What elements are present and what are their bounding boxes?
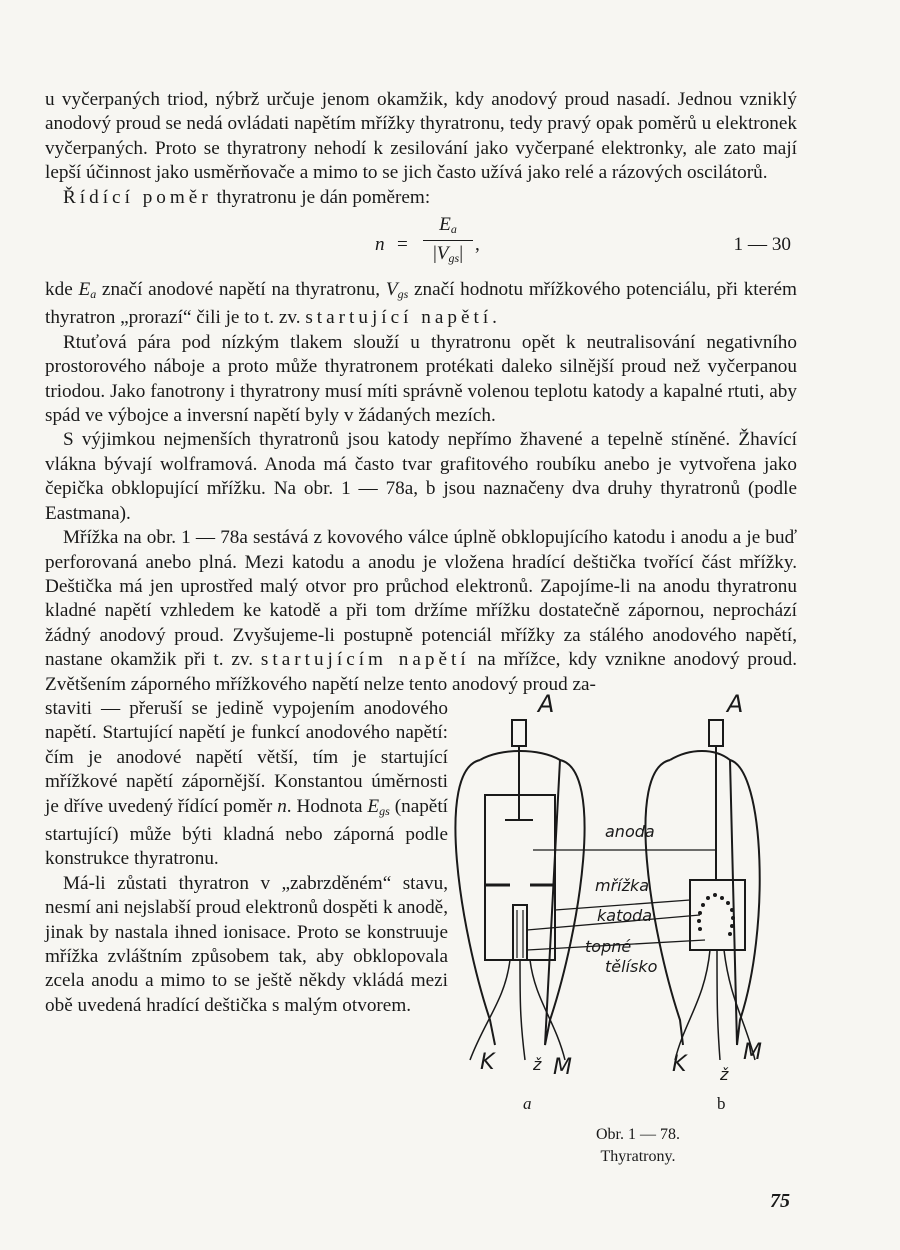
formula-denominator: $|V_{gs}|$ [432, 243, 464, 266]
label-katoda: katoda [597, 906, 653, 925]
p6-part-c: staviti — přeruší se jedině vypojením anodového napětí. Startující napětí je funkcí anodového napětí: čím je anodové napětí větší, tím je startující mřížkové napětí zápornější. Konstantou úměrnosti je dříve uvedený řídící poměr [45, 697, 448, 817]
p6-part-d: . Hodnota [286, 795, 368, 817]
p3-part-a: kde [45, 279, 79, 301]
label-K-left: K [480, 1050, 495, 1075]
paragraph-4: Rtuťová pára pod nízkým tlakem slouží u thyratronu opět k neutralisování negativního prostorového náboje a proto může thyratronem protékati daleko silnější proud než vyčerpanou triodou. Jako fanotrony i thyratrony musí míti správně volenou teplotu katody a kapalné rtuti, aby spád ve výbojce a inversní napětí byly v žádaných mezích. [45, 331, 797, 427]
numerator-symbol: E [439, 214, 451, 236]
tube-b-dotted-cathode [697, 893, 735, 936]
p3-part-d: . [492, 307, 497, 329]
figure-caption [528, 1124, 748, 1168]
label-M-right: M [743, 1040, 762, 1065]
thyratron-figure [425, 690, 770, 1085]
tube-a-anode-cap [512, 720, 526, 746]
formula-lhs: n [375, 234, 385, 256]
denominator-symbol: V [436, 243, 449, 265]
label-M-left: M [553, 1055, 572, 1080]
p6-part-e: (napětí startující) může býti kladná nebo záporná podle konstrukce thyratronu. [45, 795, 448, 870]
numerator-subscript: a [450, 222, 457, 237]
paragraph-2 [45, 186, 797, 210]
p6-part-a: Mřížka na obr. 1 — 78a sestává z kovového válce úplně obklopujícího katodu i anodu a je buď perforovaná anebo plná. Mezi katodu a anodu je vložena hradící deštička tvořící část mřížky. Deštička má jen uprostřed malý otvor pro průchod elektronů. Zapojíme-li na anodu thyratronu kladné napětí vzhledem ke katodě a při tom držíme mřížku dostatečně zápornou, neprochází žádný anodový proud. Zvyšujeme-li postupně potenciál mřížky za stálého anodového napětí, nastane okamžik při t. zv. [45, 527, 797, 671]
p3-part-c: značí hodnotu mřížkového potenciálu, při kterém thyratron „prorazí“ čili je to t. zv. [45, 279, 797, 329]
paragraph-2-text: thyratronu je dán poměrem: [211, 186, 431, 208]
denominator-subscript: gs [448, 251, 460, 266]
label-A-left: A [538, 690, 555, 718]
formula-1-30 [45, 214, 797, 276]
formula-equals: = [397, 234, 408, 256]
label-topne: topné [585, 937, 632, 956]
label-Z-left: ž [533, 1055, 542, 1074]
label-K-right: K [672, 1052, 687, 1077]
caption-line-2: Thyratrony. [600, 1148, 676, 1165]
p6-part-b: na mřížce, kdy vznikne anodový proud. Zvětšením záporného mřížkového napětí nelze tento anodový proud za- [45, 649, 797, 695]
formula-numerator [423, 214, 473, 238]
paragraph-1: u vyčerpaných triod, nýbrž určuje jenom okamžik, kdy anodový proud nasadí. Jednou vzniklý anodový proud se nedá ovládati napětím mřížky thyratronu, tedy pravý opak poměrů u elektronek vyčerpaných. Proto se thyratrony nehodí k zesilování jako vyčerpané elektronky, ale zato mají lepší účinnost jako usměrňovače a mimo to se jich často užívá jako relé a rázových oscilátorů. [45, 89, 797, 184]
paragraph-6-continued [45, 697, 448, 872]
formula-fraction [423, 214, 473, 266]
caption-line-1: Obr. 1 — 78. [596, 1126, 680, 1143]
symbol-E-sub: a [90, 287, 97, 302]
label-Z-right: ž [720, 1065, 729, 1084]
symbol-E: E [78, 279, 91, 301]
tube-b-anode-cap [709, 720, 723, 746]
fraction-bar [423, 240, 473, 241]
paragraph-3 [45, 278, 797, 331]
p3-part-b: značí anodové napětí na thyratronu, [96, 279, 386, 301]
paragraph-7: Má-li zůstati thyratron v „zabrzděném“ stavu, nesmí ani nejslabší proud elektronů dospěti k anodě, jinak by nastala ihned ionisace. Proto se konstruuje mřížka zvláštním způsobem tak, aby obklopovala zcela anodu a mimo to se ještě někdy vkládá mezi obě uvedená hradící deštička s malým otvorem. [45, 872, 448, 1016]
figure-sublabel-a: a [523, 1094, 532, 1113]
label-anoda: anoda [605, 822, 655, 841]
tube-a-cathode [513, 905, 527, 960]
figure-sublabel-b: b [717, 1094, 726, 1113]
page-number: 75 [770, 1190, 790, 1212]
spaced-term-ridici-pomer: Řídící poměr [63, 186, 212, 208]
wrapped-column [45, 697, 448, 1018]
label-telisko: tělísko [605, 957, 658, 976]
spaced-term-startujici-napeti: startující napětí [305, 307, 493, 329]
formula-label: 1 — 30 [733, 234, 791, 256]
symbol-E-2: E [367, 795, 380, 817]
symbol-n: n [277, 795, 287, 817]
formula-comma: , [475, 234, 480, 256]
paragraph-6 [45, 526, 797, 697]
symbol-V: V [385, 279, 398, 301]
label-A-right: A [727, 690, 744, 718]
symbol-E-gs-sub: gs [379, 803, 390, 818]
symbol-V-sub: gs [397, 287, 409, 302]
spaced-term-startujicim-napeti: startujícím napětí [260, 649, 470, 671]
label-mrizka: mřížka [595, 876, 650, 895]
paragraph-5: S výjimkou nejmenších thyratronů jsou katody nepřímo žhavené a tepelně stíněné. Žhavící vlákna bývají wolframová. Anoda má často tvar grafitového roubíku anebo je vytvořena jako čepička obklopující mřížku. Na obr. 1 — 78a, b jsou naznačeny dva druhy thyratronů (podle Eastmana). [45, 429, 797, 524]
